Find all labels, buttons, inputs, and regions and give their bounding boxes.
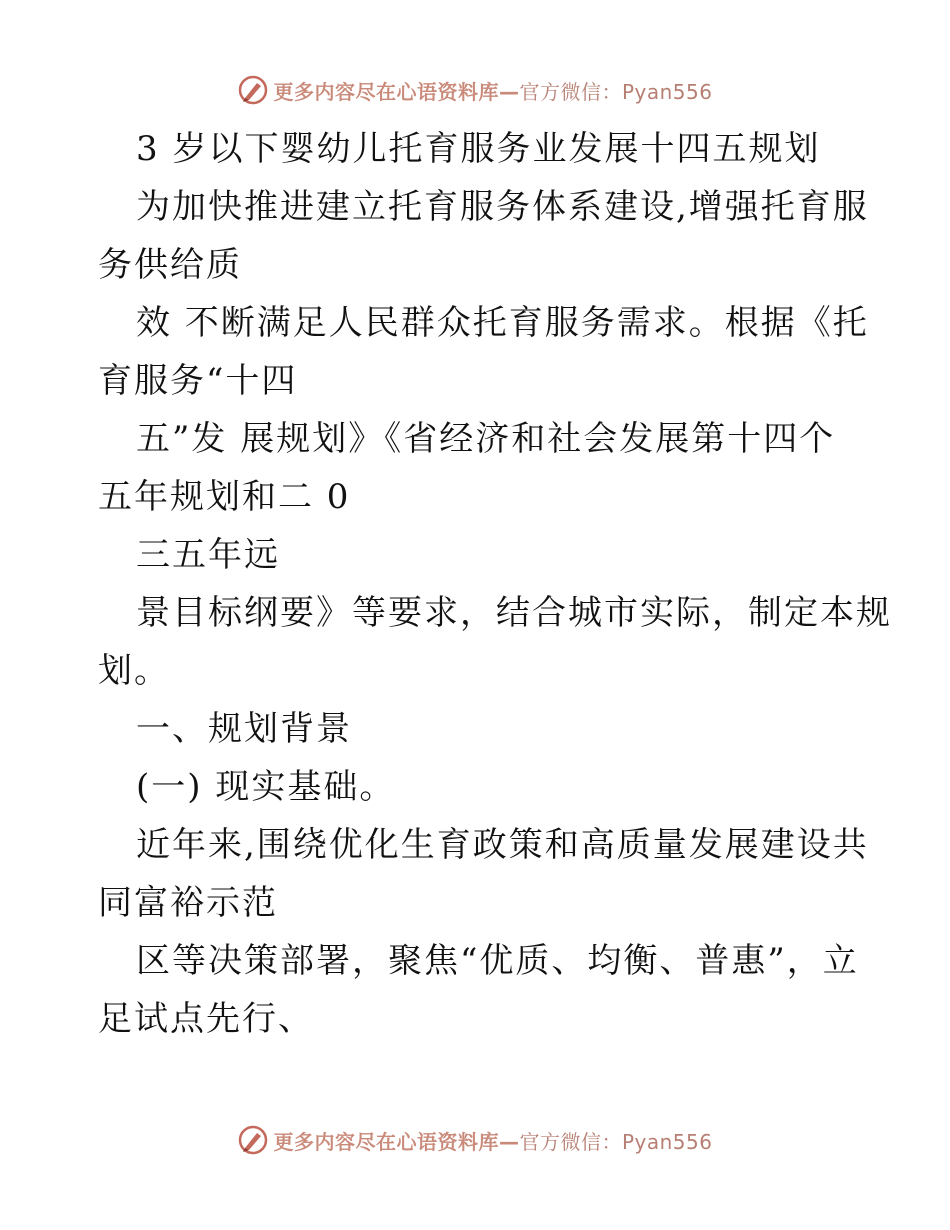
- text-line: 足试点先行、: [98, 999, 314, 1039]
- text-line: 五”发 展规划》《省经济和社会发展第十四个: [136, 419, 836, 459]
- text-line: 3 岁以下婴幼儿托育服务业发展十四五规划: [136, 129, 821, 169]
- text-line: 为加快推进建立托育服务体系建设,增强托育服: [136, 187, 869, 227]
- text-line: 五年规划和二 0: [98, 477, 351, 517]
- text-line: 区等决策部署，聚焦“优质、均衡、普惠”，立: [136, 941, 859, 981]
- footer-watermark: [0, 1120, 950, 1160]
- header-watermark: [0, 70, 950, 110]
- text-line: 近年来,围绕优化生育政策和高质量发展建设共: [136, 825, 869, 865]
- watermark-text: 更多内容尽在心语资料库—官方微信：Pyan556: [273, 79, 713, 104]
- pen-logo-icon: [237, 74, 269, 106]
- text-line: 三五年远: [136, 535, 280, 575]
- text-line: 务供给质: [98, 245, 242, 285]
- text-line: 同富裕示范: [98, 883, 278, 923]
- pen-logo-icon: [237, 1124, 269, 1156]
- text-line: 一、规划背景: [136, 709, 352, 749]
- text-line: 效 不断满足人民群众托育服务需求。根据《托: [136, 303, 869, 343]
- text-line: 景目标纲要》等要求，结合城市实际，制定本规: [136, 593, 892, 633]
- document-body: [98, 120, 892, 1048]
- text-line: 划。: [98, 651, 170, 691]
- text-line: 育服务“十四: [98, 361, 298, 401]
- text-line: (一) 现实基础。: [136, 767, 396, 807]
- watermark-text: 更多内容尽在心语资料库—官方微信：Pyan556: [273, 1129, 713, 1154]
